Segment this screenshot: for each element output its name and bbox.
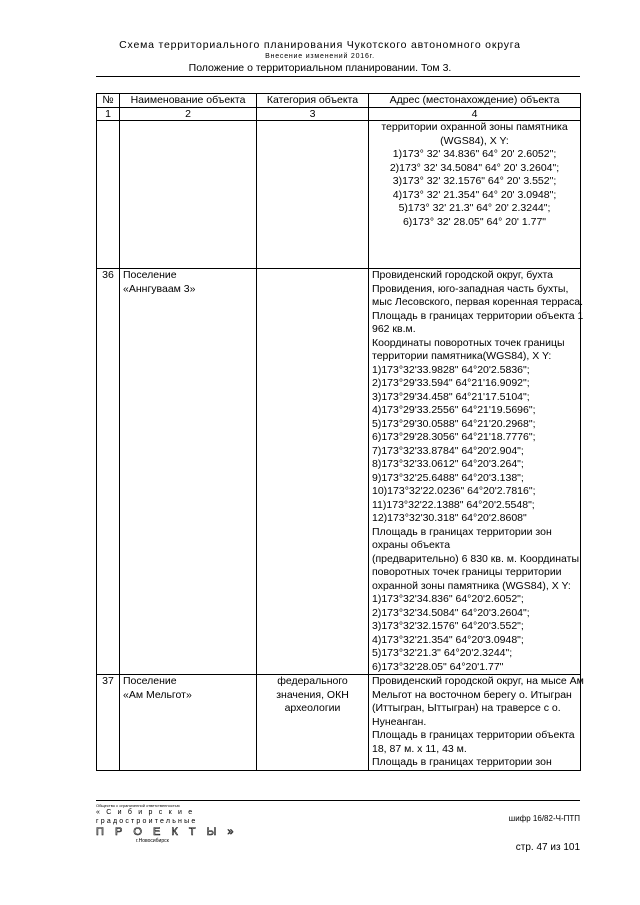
- address-line: 3)173°32'32.1576" 64°20'3.552";: [372, 620, 524, 632]
- logo-city: г.Новосибирск: [136, 838, 169, 844]
- address-line: 1)173°32'33.9828" 64°20'2.5836";: [372, 363, 530, 376]
- category-line: археологии: [284, 702, 341, 714]
- column-header-name: Наименование объекта: [120, 94, 257, 108]
- address-line: 7)173°32'33.8784" 64°20'2.904";: [372, 444, 524, 457]
- address-line: Мельгот на восточном берегу о. Итыгран: [372, 688, 572, 701]
- table-row-continuation: [97, 121, 581, 269]
- header-divider: [96, 76, 580, 77]
- address-line: Площадь в границах территории зон: [372, 756, 552, 768]
- address-line: 5)173°32'21.3" 64°20'2.3244";: [372, 647, 513, 659]
- name-line: Поселение: [123, 675, 177, 687]
- address-line: 1)173°32'34.836" 64°20'2.6052";: [372, 593, 524, 605]
- address-line: Площадь в границах территории зон: [372, 525, 552, 538]
- name-line: «Аннгуваам 3»: [123, 282, 196, 295]
- address-line: 10)173°32'22.0236" 64°20'2.7816";: [372, 485, 536, 497]
- cell-num: 36: [97, 269, 120, 675]
- document-title: Схема территориального планирования Чукотского автономного округа: [119, 39, 521, 51]
- address-line: 5)173° 32' 21.3" 64° 20' 2.3244";: [398, 202, 551, 214]
- cell-category: [257, 269, 369, 675]
- cell-address: [369, 269, 584, 675]
- address-line: Нунеанган.: [372, 715, 427, 728]
- cell-num: [97, 121, 120, 269]
- document-subtitle: Внесение изменений 2016г.: [265, 53, 375, 60]
- address-line: охраны объекта: [372, 539, 451, 551]
- address-line: (предварительно) 6 830 кв. м. Координаты: [372, 552, 579, 565]
- address-line: 6)173°32'28.05" 64°20'1.77": [372, 660, 504, 673]
- address-line: Площадь в границах территории объекта: [372, 729, 575, 741]
- address-line: 3)173°29'34.458" 64°21'17.5104";: [372, 390, 530, 403]
- address-line: мыс Лесовского, первая коренная терраса.: [372, 296, 583, 308]
- address-line: Координаты поворотных точек границы: [372, 336, 565, 349]
- page-number: стр. 47 из 101: [515, 842, 580, 853]
- document-cipher: шифр 16/82-Ч-ПТП: [508, 814, 580, 823]
- column-header-num: №: [97, 94, 120, 108]
- company-logo: [96, 803, 238, 844]
- logo-line-2: градостроительные: [96, 818, 198, 825]
- address-line: 12)173°32'30.318" 64°20'2.8608": [372, 512, 527, 524]
- address-line: Провидения, юго-западная часть бухты,: [372, 282, 569, 295]
- address-line: 1)173° 32' 34.836" 64° 20' 2.6052";: [392, 148, 557, 160]
- column-number-4: 4: [369, 108, 581, 121]
- address-line: 8)173°32'33.0612" 64°20'3.264";: [372, 458, 524, 470]
- address-line: поворотных точек границы территории: [372, 566, 562, 578]
- logo-line-1: « С и б и р с к и е: [96, 809, 195, 816]
- column-number-1: 1: [97, 108, 120, 121]
- cell-name: [120, 121, 257, 269]
- column-number-2: 2: [120, 108, 257, 121]
- table-column-numbers-row: [97, 108, 581, 121]
- cell-address: [369, 121, 581, 269]
- address-line: охранной зоны памятника (WGS84), X Y:: [372, 579, 571, 592]
- logo-line-3: П Р О Е К Т Ы »: [96, 826, 238, 838]
- cell-address: [369, 675, 584, 771]
- address-line: 6)173°29'28.3056" 64°21'18.7776";: [372, 431, 536, 443]
- address-line: территории охранной зоны памятника: [381, 121, 568, 133]
- address-line: территории памятника(WGS84), X Y:: [372, 350, 552, 362]
- address-line: 2)173° 32' 34.5084" 64° 20' 3.2604";: [389, 161, 560, 174]
- footer-divider: [96, 800, 580, 801]
- cell-num: 37: [97, 675, 120, 771]
- address-line: 4)173° 32' 21.354" 64° 20' 3.0948";: [392, 188, 557, 201]
- address-line: 4)173°29'33.2556" 64°21'19.5696";: [372, 404, 536, 416]
- address-line: 11)173°32'22.1388" 64°20'2.5548";: [372, 498, 535, 511]
- address-line: (WGS84), X Y:: [440, 134, 509, 147]
- address-line: 4)173°32'21.354" 64°20'3.0948";: [372, 633, 524, 646]
- address-line: Провиденский городской округ, бухта: [372, 269, 554, 281]
- cell-name: [120, 675, 257, 771]
- cell-name: [120, 269, 257, 675]
- cell-category: [257, 675, 369, 771]
- column-header-category: Категория объекта: [257, 94, 369, 108]
- logo-org-form: Общество с ограниченной ответственностью: [96, 803, 180, 808]
- address-line: Провиденский городской округ, на мысе Ам: [372, 675, 584, 687]
- column-header-address: Адрес (местонахождение) объекта: [369, 94, 581, 108]
- address-line: Площадь в границах территории объекта 1: [372, 309, 584, 322]
- address-line: 18, 87 м. х 11, 43 м.: [372, 742, 467, 755]
- address-line: 962 кв.м.: [372, 323, 416, 335]
- table-row-37: [97, 675, 581, 771]
- category-line: значения, ОКН: [276, 688, 349, 701]
- address-line: 6)173° 32' 28.05" 64° 20' 1.77": [402, 215, 547, 228]
- address-line: 5)173°29'30.0588" 64°21'20.2968";: [372, 417, 536, 430]
- address-line: 9)173°32'25.6488" 64°20'3.138";: [372, 471, 524, 484]
- address-line: 2)173°29'33.594" 64°21'16.9092";: [372, 377, 530, 389]
- address-line: (Иттыгран, Ыттыгран) на траверсе с о.: [372, 702, 561, 714]
- name-line: «Ам Мельгот»: [123, 688, 192, 701]
- address-line: 2)173°32'34.5084" 64°20'3.2604";: [372, 606, 530, 619]
- name-line: Поселение: [123, 269, 177, 281]
- table-row-36: [97, 269, 581, 675]
- document-volume: Положение о территориальном планировании. Том 3.: [188, 62, 452, 74]
- table-header-row: [97, 94, 581, 108]
- column-number-3: 3: [257, 108, 369, 121]
- category-line: федерального: [277, 675, 348, 687]
- address-line: 3)173° 32' 32.1576" 64° 20' 3.552";: [392, 175, 557, 187]
- cell-category: [257, 121, 369, 269]
- objects-table: [96, 93, 584, 771]
